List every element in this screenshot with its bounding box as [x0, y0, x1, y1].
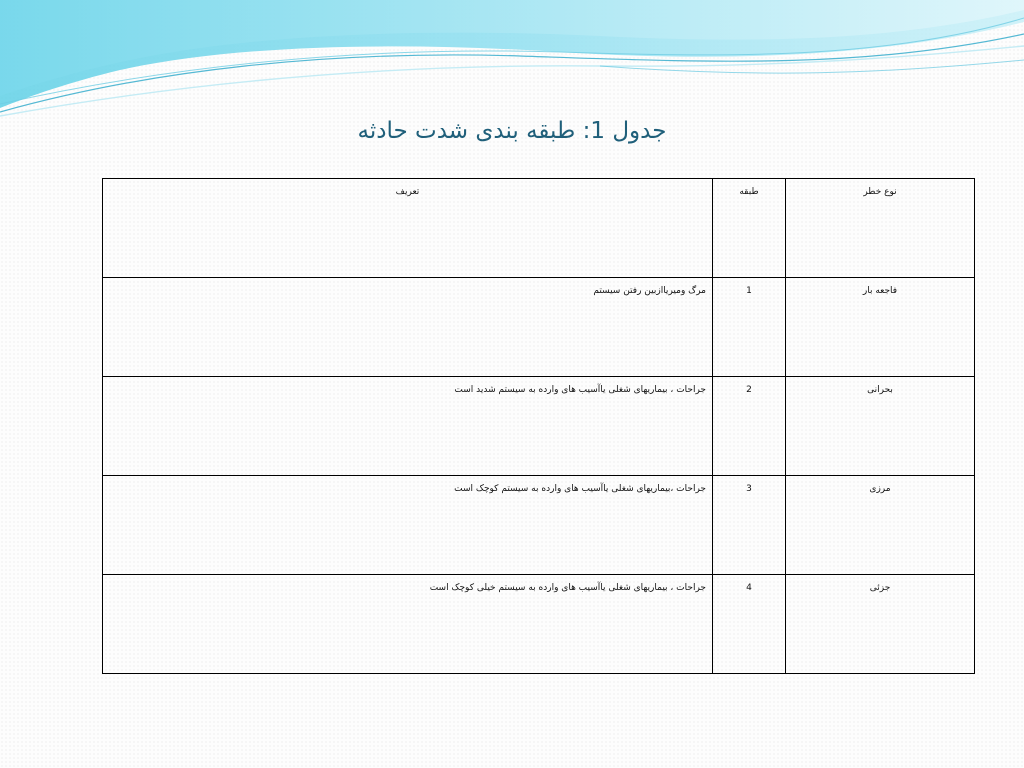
header-class: طبقه — [713, 179, 786, 278]
table-row — [103, 575, 975, 674]
cell-class: 4 — [713, 575, 786, 674]
cell-hazard-type: مرزی — [786, 476, 975, 575]
header-definition: تعریف — [103, 179, 713, 278]
cell-definition: جراحات ، بیماریهای شغلی یاآسیب های وارده به سیستم شدید است — [103, 377, 713, 476]
cell-class: 2 — [713, 377, 786, 476]
cell-definition: جراحات ، بیماریهای شغلی یاآسیب های وارده به سیستم خیلی کوچک است — [103, 575, 713, 674]
cell-class: 3 — [713, 476, 786, 575]
severity-classification-table — [102, 178, 975, 674]
cell-hazard-type: جزئی — [786, 575, 975, 674]
header-wave-decoration — [0, 0, 1024, 120]
cell-definition: مرگ ومیریاازبین رفتن سیستم — [103, 278, 713, 377]
table-row — [103, 278, 975, 377]
header-hazard-type: نوع خطر — [786, 179, 975, 278]
cell-class: 1 — [713, 278, 786, 377]
page-title: جدول 1: طبقه بندی شدت حادثه — [357, 118, 667, 144]
cell-definition: جراحات ،بیماریهای شغلی یاآسیب های وارده به سیستم کوچک است — [103, 476, 713, 575]
table-header-row — [103, 179, 975, 278]
cell-hazard-type: بحرانی — [786, 377, 975, 476]
table-row — [103, 377, 975, 476]
table-row — [103, 476, 975, 575]
cell-hazard-type: فاجعه بار — [786, 278, 975, 377]
